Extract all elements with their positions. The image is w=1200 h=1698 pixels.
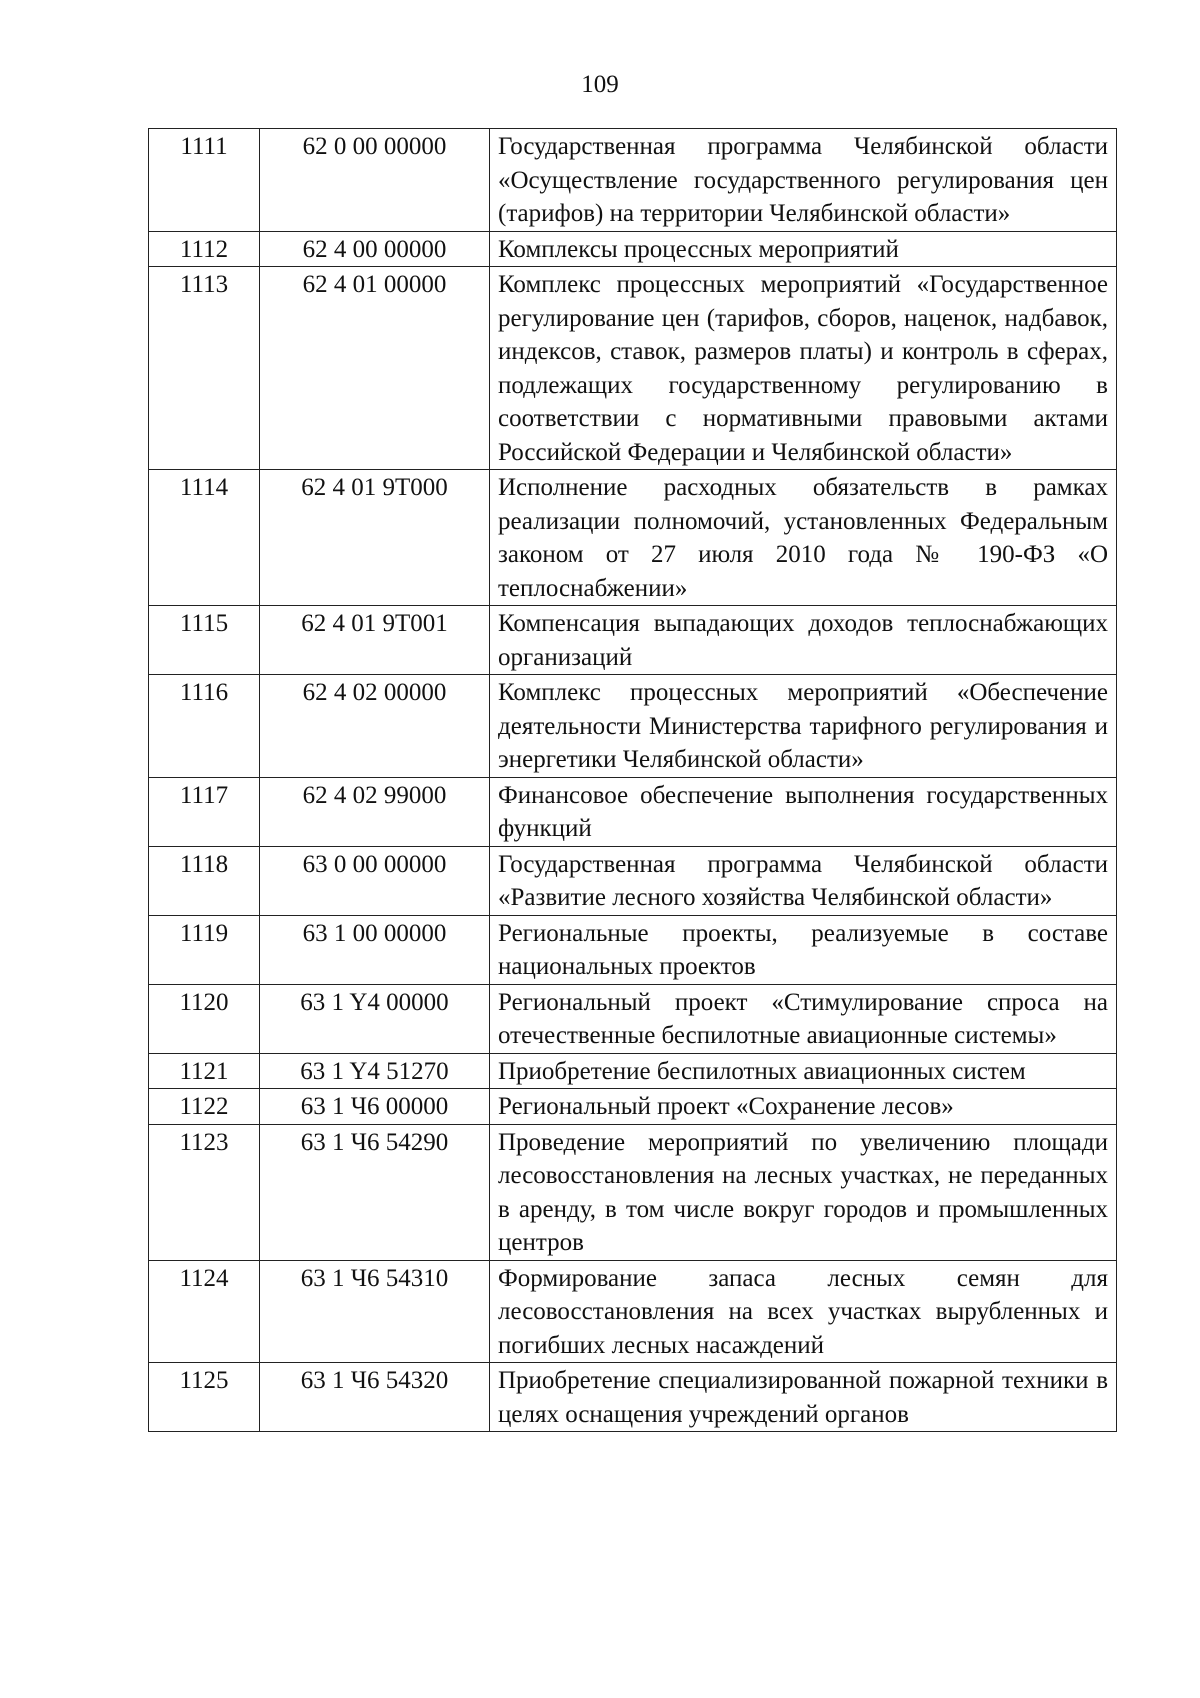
row-number: 1117 [149,777,260,846]
table-row [149,984,1117,1053]
table-row [149,1363,1117,1432]
row-number: 1123 [149,1124,260,1260]
table-row [149,470,1117,606]
item-name: Формирование запаса лесных семян для лесовосстановления на всех участках вырубленных и погибших лесных насаждений [490,1260,1117,1363]
classification-code: 63 1 Y4 00000 [260,984,490,1053]
table-row [149,777,1117,846]
table-row [149,915,1117,984]
table-row [149,267,1117,470]
row-number: 1120 [149,984,260,1053]
row-number: 1121 [149,1053,260,1089]
classification-code: 63 1 Ч6 54310 [260,1260,490,1363]
row-number: 1119 [149,915,260,984]
row-number: 1116 [149,675,260,778]
item-name: Приобретение беспилотных авиационных систем [490,1053,1117,1089]
row-number: 1113 [149,267,260,470]
table-row [149,606,1117,675]
row-number: 1125 [149,1363,260,1432]
classification-code: 63 1 Ч6 00000 [260,1089,490,1125]
budget-codes-table [148,128,1117,1432]
row-number: 1114 [149,470,260,606]
row-number: 1115 [149,606,260,675]
item-name: Проведение мероприятий по увеличению площади лесовосстановления на лесных участках, не переданных в аренду, в том числе вокруг городов и промышленных центров [490,1124,1117,1260]
classification-code: 62 0 00 00000 [260,129,490,232]
table-row [149,846,1117,915]
item-name: Региональный проект «Сохранение лесов» [490,1089,1117,1125]
classification-code: 63 0 00 00000 [260,846,490,915]
table-row [149,1124,1117,1260]
item-name: Комплекс процессных мероприятий «Обеспечение деятельности Министерства тарифного регулирования и энергетики Челябинской области» [490,675,1117,778]
item-name: Комплекс процессных мероприятий «Государственное регулирование цен (тарифов, сборов, наценок, надбавок, индексов, ставок, размеров платы) и контроль в сферах, подлежащих государственному регулированию в соответствии с нормативными правовыми актами Российской Федерации и Челябинской области» [490,267,1117,470]
item-name: Компенсация выпадающих доходов теплоснабжающих организаций [490,606,1117,675]
page-number: 109 [581,71,619,98]
table-row [149,1053,1117,1089]
row-number: 1118 [149,846,260,915]
classification-code: 63 1 Ч6 54290 [260,1124,490,1260]
item-name: Финансовое обеспечение выполнения государственных функций [490,777,1117,846]
table-row [149,231,1117,267]
classification-code: 63 1 00 00000 [260,915,490,984]
item-name: Региональный проект «Стимулирование спроса на отечественные беспилотные авиационные системы» [490,984,1117,1053]
classification-code: 62 4 01 9Т001 [260,606,490,675]
classification-code: 62 4 01 9Т000 [260,470,490,606]
table-row [149,675,1117,778]
item-name: Комплексы процессных мероприятий [490,231,1117,267]
item-name: Региональные проекты, реализуемые в составе национальных проектов [490,915,1117,984]
classification-code: 62 4 02 00000 [260,675,490,778]
row-number: 1122 [149,1089,260,1125]
table-row [149,1260,1117,1363]
table-row [149,129,1117,232]
row-number: 1112 [149,231,260,267]
table-row [149,1089,1117,1125]
classification-code: 62 4 01 00000 [260,267,490,470]
row-number: 1124 [149,1260,260,1363]
classification-code: 62 4 02 99000 [260,777,490,846]
row-number: 1111 [149,129,260,232]
item-name: Исполнение расходных обязательств в рамках реализации полномочий, установленных Федеральным законом от 27 июля 2010 года № 190-ФЗ «О теплоснабжении» [490,470,1117,606]
item-name: Государственная программа Челябинской области «Осуществление государственного регулирования цен (тарифов) на территории Челябинской области» [490,129,1117,232]
item-name: Приобретение специализированной пожарной техники в целях оснащения учреждений органов [490,1363,1117,1432]
classification-code: 63 1 Y4 51270 [260,1053,490,1089]
classification-code: 63 1 Ч6 54320 [260,1363,490,1432]
classification-code: 62 4 00 00000 [260,231,490,267]
item-name: Государственная программа Челябинской области «Развитие лесного хозяйства Челябинской области» [490,846,1117,915]
